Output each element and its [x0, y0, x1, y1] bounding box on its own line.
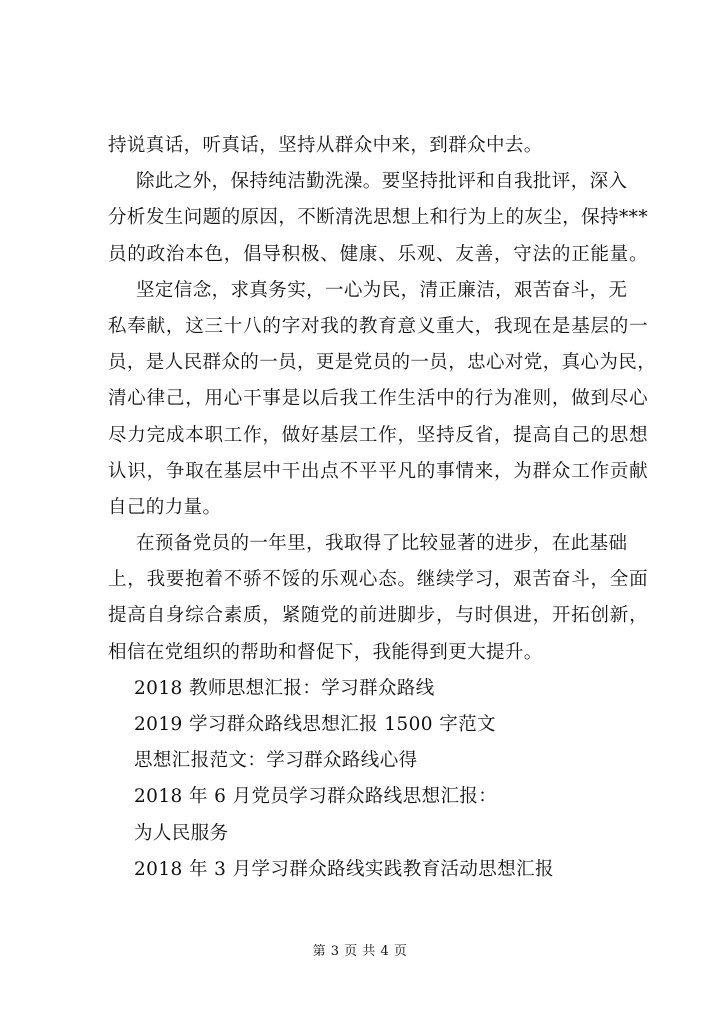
paragraph-line: 坚定信念，求真务实，一心为民，清正廉洁，艰苦奋斗，无 [136, 279, 628, 301]
paragraph-line: 员的政治本色，倡导积极、健康、乐观、友善，守法的正能量。 [108, 243, 648, 265]
paragraph-line: 除此之外，保持纯洁勤洗澡。要坚持批评和自我批评，深入 [136, 171, 628, 193]
related-article-link: 2019 学习群众路线思想汇报 1500 字范文 [134, 714, 496, 735]
paragraph-line: 相信在党组织的帮助和督促下，我能得到更大提升。 [108, 641, 543, 663]
paragraph-line: 持说真话，听真话，坚持从群众中来，到群众中去。 [108, 135, 543, 156]
related-article-link: 2018 年 3 月学习群众路线实践教育活动思想汇报 [134, 858, 554, 880]
paragraph-line: 提高自身综合素质，紧随党的前进脚步，与时俱进，开拓创新， [108, 605, 648, 627]
related-article-link: 2018 年 6 月党员学习群众路线思想汇报： [134, 786, 498, 808]
paragraph-line: 员，是人民群众的一员，更是党员的一员，忠心对党，真心为民， [108, 352, 657, 374]
paragraph-line: 清心律己，用心干事是以后我工作生活中的行为准则，做到尽心 [108, 388, 648, 410]
paragraph-line: 在预备党员的一年里，我取得了比较显著的进步，在此基础 [136, 533, 628, 555]
related-article-link: 为人民服务 [134, 822, 229, 844]
paragraph-line: 尽力完成本职工作，做好基层工作，坚持反省，提高自己的思想 [108, 424, 648, 446]
page-footer: 第 3 页 共 4 页 [312, 944, 408, 959]
related-article-link: 2018 教师思想汇报：学习群众路线 [134, 677, 435, 699]
paragraph-line: 私奉献，这三十八的字对我的教育意义重大，我现在是基层的一 [108, 315, 648, 337]
related-article-link: 思想汇报范文：学习群众路线心得 [134, 750, 418, 772]
paragraph-line: 认识，争取在基层中干出点不平平凡的事情来，为群众工作贡献 [108, 460, 648, 482]
paragraph-line: 自己的力量。 [108, 496, 222, 518]
document-body [108, 128, 657, 888]
paragraph-line: 分析发生问题的原因，不断清洗思想上和行为上的灰尘，保持*** [108, 207, 648, 229]
paragraph-line: 上，我要抱着不骄不馁的乐观心态。继续学习，艰苦奋斗，全面 [108, 569, 648, 591]
